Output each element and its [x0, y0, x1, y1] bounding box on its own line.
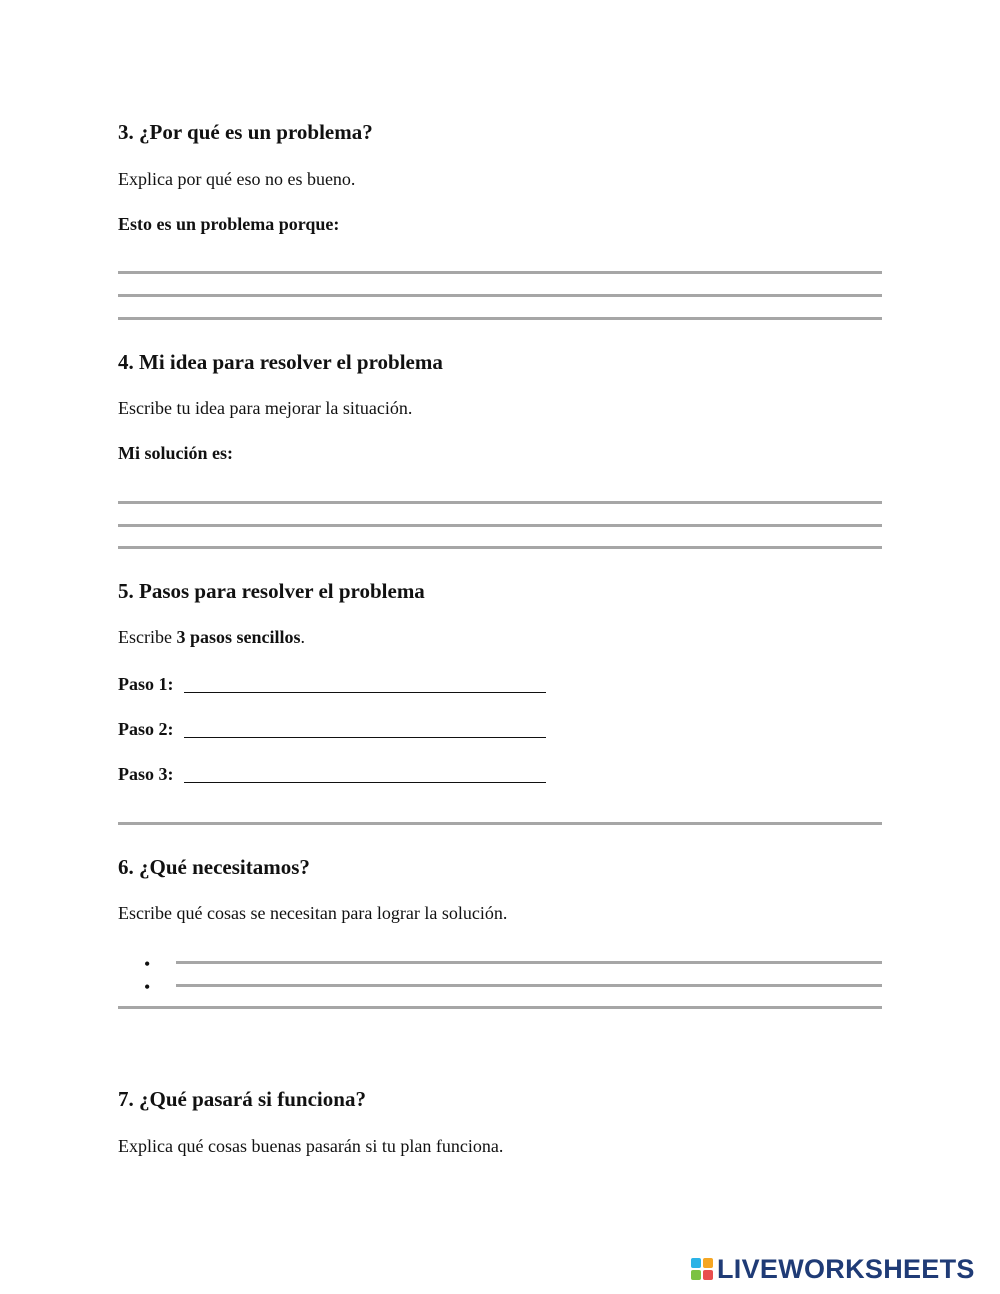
step-2-label: Paso 2: — [118, 719, 174, 739]
instruction-emphasis: 3 pasos sencillos — [176, 627, 301, 647]
liveworksheets-logo — [691, 1253, 975, 1285]
step-3-label: Paso 3: — [118, 764, 174, 784]
section-6-heading: 6. ¿Qué necesitamos? — [118, 855, 310, 879]
step-1-line[interactable] — [184, 692, 546, 693]
section-4-prompt: Mi solución es: — [118, 443, 233, 463]
instruction-text: Escribe — [118, 627, 177, 647]
section-divider — [118, 822, 882, 825]
step-1-label: Paso 1: — [118, 674, 174, 694]
answer-line-3-1[interactable] — [118, 271, 882, 274]
bullet-line-2[interactable] — [176, 984, 882, 987]
answer-line-3-3[interactable] — [118, 317, 882, 320]
section-4-heading: 4. Mi idea para resolver el problema — [118, 350, 443, 374]
answer-line-4-3[interactable] — [118, 546, 882, 549]
section-7-instruction: Explica qué cosas buenas pasarán si tu plan funciona. — [118, 1136, 504, 1156]
bullet-line-1[interactable] — [176, 961, 882, 964]
answer-line-3-2[interactable] — [118, 294, 882, 297]
section-3-heading: 3. ¿Por qué es un problema? — [118, 120, 373, 144]
instruction-end: . — [300, 627, 306, 647]
section-5-instruction — [118, 626, 305, 648]
step-2-line[interactable] — [184, 737, 546, 738]
bullet-1: • — [144, 954, 151, 974]
bullet-2: • — [144, 977, 151, 997]
section-3-prompt: Esto es un problema porque: — [118, 214, 340, 234]
logo-mark-icon — [691, 1256, 715, 1282]
section-4-instruction: Escribe tu idea para mejorar la situación. — [118, 398, 413, 418]
section-5-heading: 5. Pasos para resolver el problema — [118, 579, 425, 603]
logo-text: LIVEWORKSHEETS — [717, 1254, 975, 1284]
step-3-line[interactable] — [184, 782, 546, 783]
section-3-instruction: Explica por qué eso no es bueno. — [118, 169, 356, 189]
answer-line-4-1[interactable] — [118, 501, 882, 504]
section-7-heading: 7. ¿Qué pasará si funciona? — [118, 1087, 366, 1111]
answer-line-4-2[interactable] — [118, 524, 882, 527]
answer-line-6[interactable] — [118, 1006, 882, 1009]
section-6-instruction: Escribe qué cosas se necesitan para lograr la solución. — [118, 903, 508, 923]
